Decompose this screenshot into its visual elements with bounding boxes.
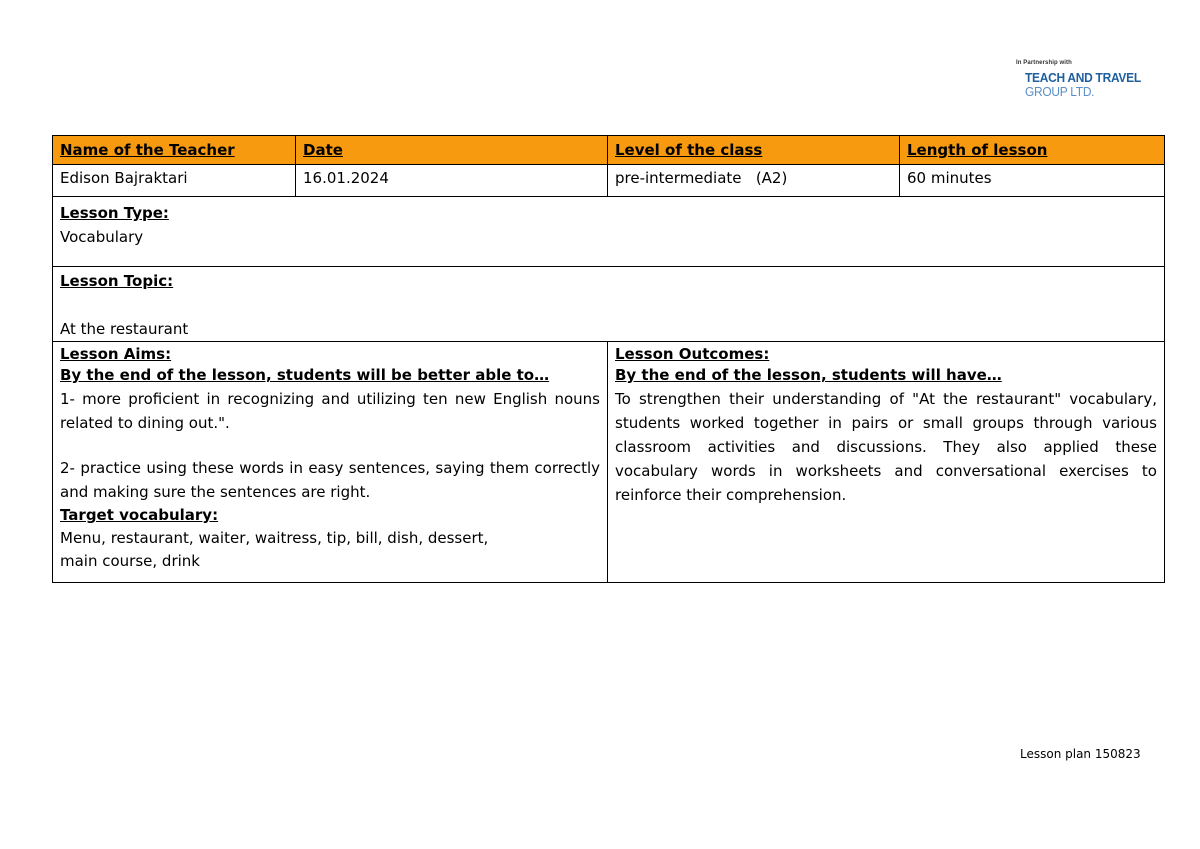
lesson-type-row [53, 197, 1165, 267]
lesson-outcomes-text: To strengthen their understanding of "At the restaurant" vocabulary, students worked together in pairs or small groups through various classroom activities and discussions. They also applied these vocabulary words in worksheets and conversational exercises to reinforce their comprehension. [615, 390, 1157, 504]
lesson-plan-table [52, 135, 1165, 583]
lesson-aims-cell [53, 342, 608, 583]
lesson-aims-intro: By the end of the lesson, students will be better able to… [60, 366, 550, 384]
lesson-type-value: Vocabulary [60, 228, 144, 246]
teacher-value: Edison Bajraktari [53, 165, 296, 197]
length-value: 60 minutes [900, 165, 1165, 197]
lesson-outcomes-intro: By the end of the lesson, students will have… [615, 366, 1002, 384]
logo-title-line1: TEACH AND TRAVEL [1025, 70, 1141, 85]
level-header: Level of the class [608, 136, 900, 165]
footer-doc-id: Lesson plan 150823 [1020, 747, 1141, 761]
target-vocab-line1: Menu, restaurant, waiter, waitress, tip, bill, dish, dessert, [60, 529, 489, 547]
target-vocab-line2: main course, drink [60, 552, 200, 570]
date-header: Date [296, 136, 608, 165]
lesson-outcomes-label: Lesson Outcomes: [615, 345, 770, 363]
lesson-outcomes-cell [608, 342, 1165, 583]
values-row [53, 165, 1165, 197]
lesson-type-label: Lesson Type: [60, 204, 169, 222]
lesson-topic-cell [53, 267, 1165, 342]
level-value: pre-intermediate (A2) [608, 165, 900, 197]
lesson-type-cell [53, 197, 1165, 267]
logo-partner-text: In Partnership with [1016, 60, 1072, 66]
aims-outcomes-row [53, 342, 1165, 583]
lesson-aims-label: Lesson Aims: [60, 345, 172, 363]
target-vocab-label: Target vocabulary: [60, 506, 219, 524]
date-value: 16.01.2024 [296, 165, 608, 197]
header-row [53, 136, 1165, 165]
length-header: Length of lesson [900, 136, 1165, 165]
lesson-topic-label: Lesson Topic: [60, 272, 174, 290]
partner-logo [1016, 60, 1156, 99]
logo-title-line2: GROUP LTD. [1025, 84, 1095, 99]
aim-1: 1- more proficient in recognizing and utilizing ten new English nouns related to dining out.". [60, 390, 600, 432]
teacher-header: Name of the Teacher [53, 136, 296, 165]
lesson-topic-row [53, 267, 1165, 342]
lesson-topic-value: At the restaurant [60, 320, 189, 338]
aim-2: 2- practice using these words in easy sentences, saying them correctly and making sure the sentences are right. [60, 459, 600, 501]
